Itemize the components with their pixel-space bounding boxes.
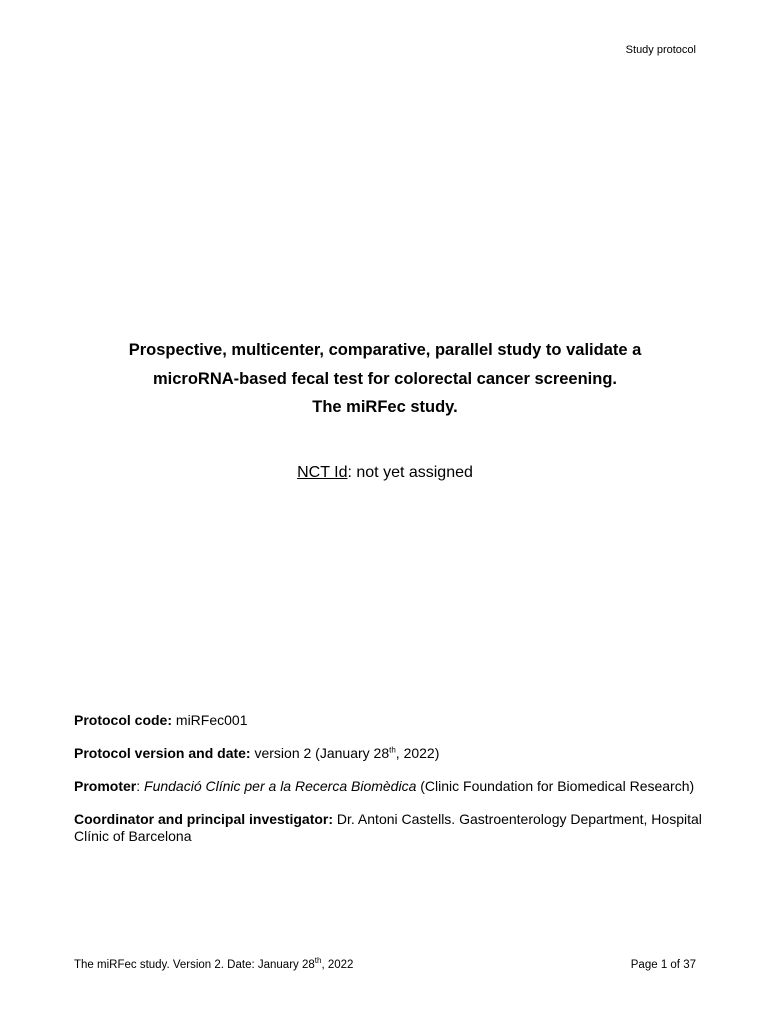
title-line-1: Prospective, multicenter, comparative, parallel study to validate a bbox=[128, 341, 642, 359]
nct-id-value: : not yet assigned bbox=[347, 464, 473, 481]
protocol-version-year: , 2022) bbox=[395, 745, 440, 761]
footer-ordinal: th bbox=[314, 956, 322, 966]
promoter-translation: (Clinic Foundation for Biomedical Research) bbox=[416, 778, 695, 794]
promoter-colon: : bbox=[136, 778, 145, 794]
title-line-2: microRNA-based fecal test for colorectal cancer screening. bbox=[153, 369, 617, 388]
protocol-info bbox=[74, 712, 704, 861]
footer-left-text: The miRFec study. Version 2. Date: January 28 bbox=[74, 959, 315, 971]
protocol-code bbox=[74, 712, 704, 729]
protocol-version-value: version 2 (January 28 bbox=[250, 745, 390, 761]
footer-study-version bbox=[74, 956, 354, 971]
footer-year: , 2022 bbox=[321, 959, 354, 971]
page-number: Page 1 of 37 bbox=[630, 959, 696, 971]
protocol-version-ordinal: th bbox=[389, 745, 396, 755]
promoter bbox=[74, 778, 704, 795]
running-header: Study protocol bbox=[625, 44, 696, 56]
protocol-code-label: Protocol code: bbox=[74, 712, 173, 728]
coordinator-label: Coordinator and principal investigator: bbox=[74, 811, 334, 827]
promoter-name: Fundació Clínic per a la Recerca Biomèdica bbox=[144, 778, 417, 794]
nct-id-line bbox=[0, 464, 770, 482]
protocol-version bbox=[74, 745, 704, 762]
promoter-label: Promoter bbox=[74, 778, 137, 794]
protocol-code-value: miRFec001 bbox=[172, 712, 248, 728]
title-line-3: The miRFec study. bbox=[312, 398, 458, 416]
protocol-version-label: Protocol version and date: bbox=[74, 745, 251, 761]
document-title bbox=[60, 336, 710, 422]
coordinator-value: Dr. Antoni Castells. Gastroenterology Department, Hospital Clínic of Barcelona bbox=[74, 811, 702, 844]
nct-id-label: NCT Id bbox=[297, 464, 348, 481]
coordinator bbox=[74, 811, 704, 845]
